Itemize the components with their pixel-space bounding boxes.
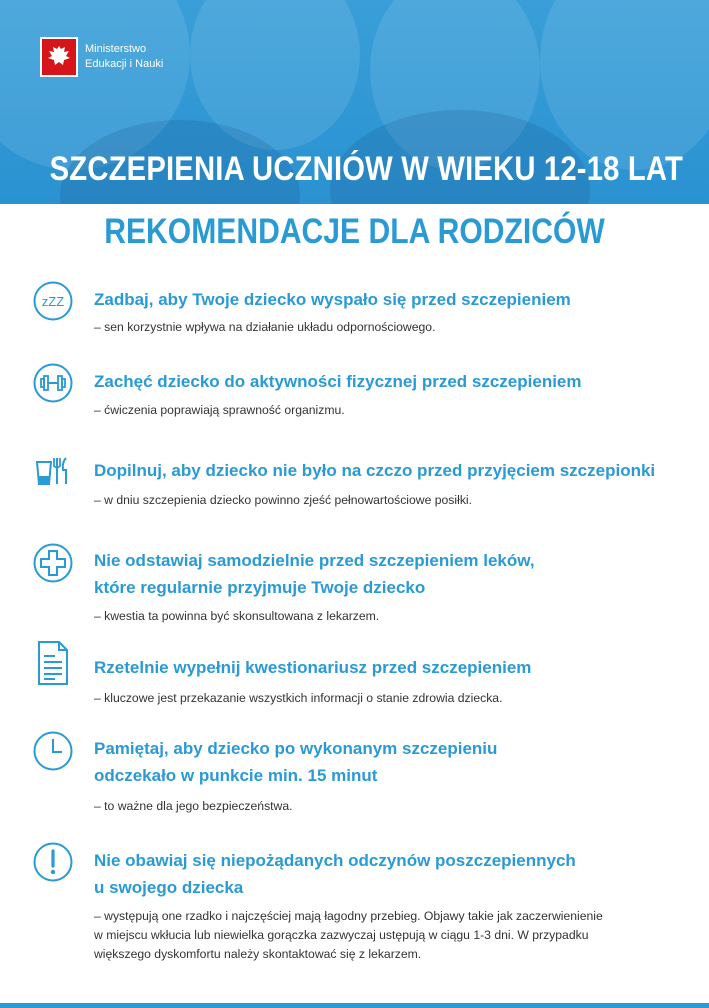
item-title <box>94 368 694 395</box>
item-description-line: – w dniu szczepienia dziecko powinno zjeść pełnowartościowe posiłki. <box>94 493 473 507</box>
item-description <box>94 797 694 816</box>
item-title-line: które regularnie przyjmuje Twoje dziecko <box>94 578 426 597</box>
item-title <box>94 547 694 601</box>
item-description-line: – kluczowe jest przekazanie wszystkich informacji o stanie zdrowia dziecka. <box>94 691 503 705</box>
item-title-line: Zachęć dziecko do aktywności fizycznej przed szczepieniem <box>94 372 582 391</box>
item-description <box>94 491 694 510</box>
ministry-logo <box>40 37 163 77</box>
dumbbell-icon <box>33 363 73 403</box>
bottom-accent-bar <box>0 1003 709 1008</box>
ministry-name <box>85 42 163 72</box>
exclamation-icon <box>33 842 73 882</box>
item-description <box>94 401 694 420</box>
item-description <box>94 689 694 708</box>
eagle-emblem-icon <box>40 37 78 77</box>
item-description-line: większego dyskomfortu należy skontaktować się z lekarzem. <box>94 947 422 961</box>
clock-icon <box>33 731 73 771</box>
item-title-line: Rzetelnie wypełnij kwestionariusz przed szczepieniem <box>94 658 532 677</box>
page-subtitle: REKOMENDACJE DLA RODZICÓW <box>104 212 605 251</box>
item-title-line: Nie obawiaj się niepożądanych odczynów poszczepiennych <box>94 851 576 870</box>
hero-banner <box>0 0 709 204</box>
document-icon <box>33 640 73 686</box>
item-description-line: w miejscu wkłucia lub niewielka gorączka zazwyczaj ustępują w ciągu 1-3 dni. W przypadku <box>94 928 589 942</box>
item-title-line: Pamiętaj, aby dziecko po wykonanym szczepieniu <box>94 739 498 758</box>
item-description <box>94 907 704 964</box>
medical-cross-icon <box>33 543 73 583</box>
item-title <box>94 735 694 789</box>
item-description-line: – sen korzystnie wpływa na działanie układu odpornościowego. <box>94 320 436 334</box>
page-title: SZCZEPIENIA UCZNIÓW W WIEKU 12-18 LAT <box>49 150 684 188</box>
item-title-line: Dopilnuj, aby dziecko nie było na czczo przed przyjęciem szczepionki <box>94 461 656 480</box>
item-description-line: – występują one rzadko i najczęściej mają łagodny przebieg. Objawy takie jak zaczerwienienie <box>94 909 603 923</box>
item-title <box>94 286 694 313</box>
item-description-line: – ćwiczenia poprawiają sprawność organizmu. <box>94 403 345 417</box>
sleep-icon <box>33 281 73 321</box>
item-title <box>94 457 694 484</box>
svg-text:zZZ: zZZ <box>41 294 65 309</box>
item-title-line: Nie odstawiaj samodzielnie przed szczepieniem leków, <box>94 551 535 570</box>
ministry-name-line1: Ministerstwo <box>85 43 147 55</box>
meal-icon <box>33 452 73 492</box>
ministry-name-line2: Edukacji i Nauki <box>85 58 164 70</box>
item-description-line: – kwestia ta powinna być skonsultowana z lekarzem. <box>94 609 380 623</box>
item-description <box>94 318 694 337</box>
item-title-line: odczekało w punkcie min. 15 minut <box>94 766 378 785</box>
item-description <box>94 607 694 626</box>
item-title-line: u swojego dziecka <box>94 878 244 897</box>
item-title <box>94 847 694 901</box>
item-title-line: Zadbaj, aby Twoje dziecko wyspało się przed szczepieniem <box>94 290 571 309</box>
item-description-line: – to ważne dla jego bezpieczeństwa. <box>94 799 293 813</box>
item-title <box>94 654 694 681</box>
